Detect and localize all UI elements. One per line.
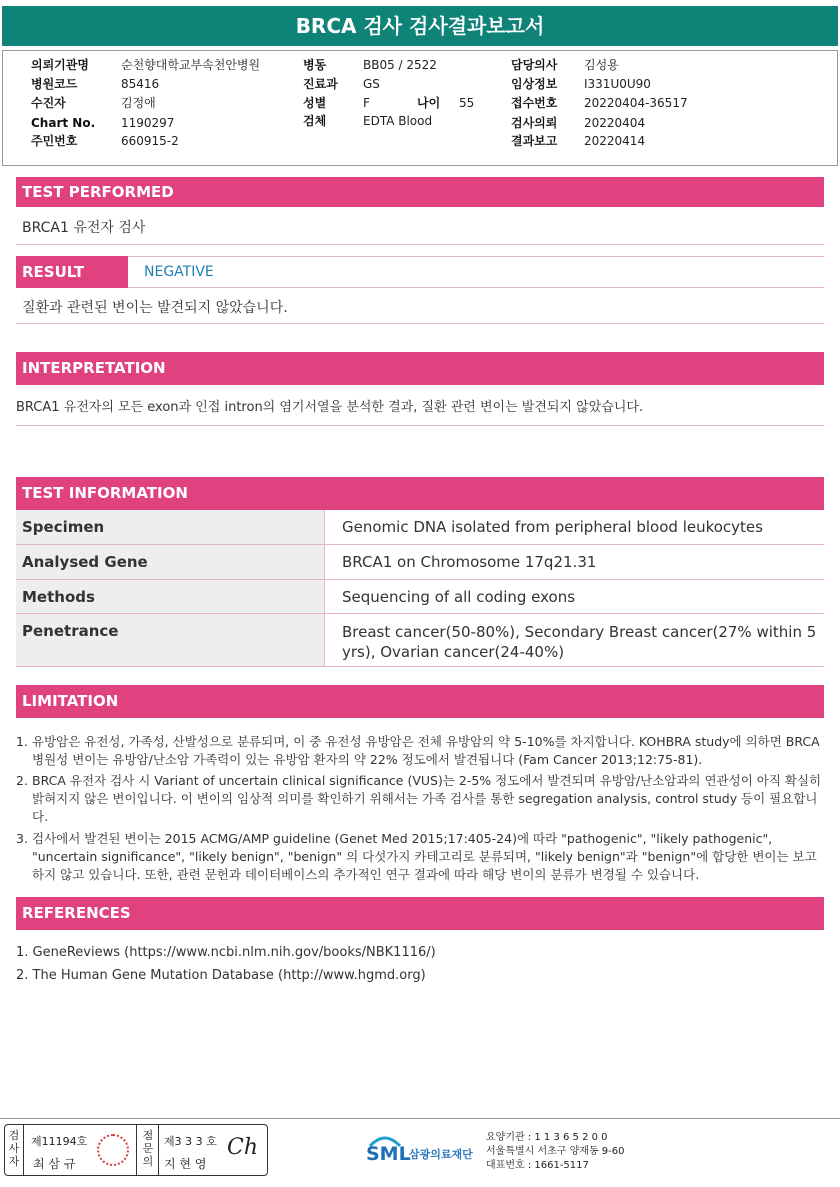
ti-value: Genomic DNA isolated from peripheral blood leukocytes [324, 510, 824, 544]
signature-box [4, 1124, 268, 1176]
ti-row-methods [16, 580, 824, 614]
limitation-num: 1. [16, 734, 28, 749]
request-row [3, 114, 833, 132]
receipt-row [3, 94, 833, 112]
divider [158, 1125, 159, 1175]
test-performed-value: BRCA1 유전자 검사 [22, 220, 146, 236]
patient-value: 김정애 [121, 96, 156, 110]
ti-label: Penetrance [16, 614, 324, 666]
divider [136, 1125, 137, 1175]
signature: Ch [227, 1135, 259, 1160]
result-value: NEGATIVE [144, 264, 214, 280]
ti-row-penetrance [16, 614, 824, 667]
report-title: BRCA 검사 검사결과보고서 [2, 6, 838, 46]
hospital-value: 순천향대학교부속천안병원 [121, 58, 261, 72]
ti-row-gene [16, 545, 824, 580]
ti-value: BRCA1 on Chromosome 17q21.31 [324, 545, 824, 579]
limitation-item [16, 733, 824, 769]
result-text: 질환과 관련된 변이는 발견되지 않았습니다. [22, 300, 288, 316]
report-label: 결과보고 [511, 134, 558, 148]
report-value: 20220414 [584, 134, 646, 148]
patient-info-box [2, 50, 838, 166]
address: 서울특별시 서초구 양재동 9-60 [486, 1146, 625, 1157]
limitation-text: BRCA 유전자 검사 시 Variant of uncertain clinical significance (VUS)는 2-5% 정도에서 발견되며 유방암/난소암과의 연관성이 아직 확실히 밝혀지지 않은 변이입니다. 이 변이의 임상적 의미를 확인하기 위해서는 가족 검사를 통한 segregation analysis, control study 등이 필요합니다. [32, 773, 822, 824]
limitation-header: LIMITATION [16, 685, 824, 718]
age-value: 55 [459, 96, 475, 110]
ti-value: Sequencing of all coding exons [324, 580, 824, 613]
clinical-label: 임상정보 [511, 77, 558, 91]
phone: 대표번호 : 1661-5117 [486, 1160, 589, 1171]
specimen-label: 검체 [303, 114, 327, 128]
org-code: 요양기관 : 1 1 3 6 5 2 0 0 [486, 1132, 608, 1143]
ti-row-specimen [16, 510, 824, 545]
ti-label: Methods [16, 580, 324, 613]
limitation-text: 검사에서 발견된 변이는 2015 ACMG/AMP guideline (Genet Med 2015;17:405-24)에 따라 "pathogenic", "likely pathogenic", "uncertain significance", "likely benign", "benign" 의 다섯가지 카테고리로 분류되며, "likely benign"과 "benign"에 합당한 변이는 보고하지 않고 있습니다. 또한, 관련 문헌과 데이터베이스의 추가적인 연구 결과에 따라 해당 변이의 분류가 변경될 수 있습니다. [32, 831, 817, 882]
dept-value: GS [363, 77, 380, 91]
footer-divider [0, 1118, 840, 1119]
divider [16, 425, 824, 426]
approver-name: 지 현 영 [164, 1157, 207, 1171]
ti-value: Breast cancer(50-80%), Secondary Breast cancer(27% within 5 yrs), Ovarian cancer(24-40%) [324, 614, 824, 666]
logo-text: SML [366, 1143, 411, 1165]
sex-label: 성별 [303, 96, 327, 110]
divider [16, 323, 824, 324]
reference-item: 1. GeneReviews (https://www.ncbi.nlm.nih.gov/books/NBK1116/) [16, 945, 436, 960]
inspector-no: 제11194호 [31, 1135, 88, 1148]
id-value: 660915-2 [121, 134, 179, 148]
age-label: 나이 [417, 96, 441, 110]
company-info [486, 1131, 625, 1173]
chart-label: Chart No. [31, 116, 96, 130]
ti-label: Analysed Gene [16, 545, 324, 579]
company-logo [366, 1130, 478, 1170]
doctor-label: 담당의사 [511, 58, 558, 72]
patient-label: 수진자 [31, 96, 66, 110]
id-label: 주민번호 [31, 134, 78, 148]
receipt-label: 접수번호 [511, 96, 558, 110]
seal-icon [97, 1134, 129, 1166]
test-information-header: TEST INFORMATION [16, 477, 824, 510]
dept-label: 진료과 [303, 77, 338, 91]
request-label: 검사의뢰 [511, 116, 558, 130]
divider [16, 244, 824, 245]
limitation-item [16, 830, 824, 884]
limitation-item [16, 772, 824, 826]
result-header: RESULT [16, 256, 128, 288]
approver-no: 제3 3 3 호 [164, 1135, 217, 1148]
references-header: REFERENCES [16, 897, 824, 930]
chart-value: 1190297 [121, 116, 175, 130]
limitation-num: 3. [16, 831, 28, 846]
doctor-row [3, 56, 833, 74]
title-bar [0, 0, 840, 50]
approver-label: 점문의 [142, 1129, 154, 1168]
request-value: 20220404 [584, 116, 646, 130]
report-date-row [3, 132, 833, 150]
clinical-value: I331U0U90 [584, 77, 651, 91]
interpretation-header: INTERPRETATION [16, 352, 824, 385]
limitation-text: 유방암은 유전성, 가족성, 산발성으로 분류되며, 이 중 유전성 유방암은 전체 유방암의 약 5-10%를 차지합니다. KOHBRA study에 의하면 BRCA 병원성 변이는 유방암/난소암 가족력이 있는 유방암 환자의 약 22% 정도에서 발견됩니다 (Fam Cancer 2013;12:75-81). [32, 734, 820, 767]
test-performed-header: TEST PERFORMED [16, 177, 824, 207]
clinical-row [3, 75, 833, 93]
company-name: 삼광의료재단 [409, 1148, 473, 1161]
interpretation-text: BRCA1 유전자의 모든 exon과 인접 intron의 염기서열을 분석한 결과, 질환 관련 변이는 발견되지 않았습니다. [16, 400, 644, 415]
result-value-box [128, 256, 824, 288]
ward-label: 병동 [303, 58, 327, 72]
inspector-name: 최 삼 규 [33, 1157, 76, 1171]
divider [23, 1125, 24, 1175]
inspector-label: 검사자 [8, 1129, 20, 1168]
reference-item: 2. The Human Gene Mutation Database (http://www.hgmd.org) [16, 968, 426, 983]
receipt-value: 20220404-36517 [584, 96, 688, 110]
doctor-value: 김성용 [584, 58, 619, 72]
hospital-label: 의뢰기관명 [31, 58, 89, 72]
code-label: 병원코드 [31, 77, 78, 91]
ti-label: Specimen [16, 510, 324, 544]
ward-value: BB05 / 2522 [363, 58, 437, 72]
specimen-value: EDTA Blood [363, 114, 433, 128]
limitation-num: 2. [16, 773, 28, 788]
sex-value: F [363, 96, 370, 110]
code-value: 85416 [121, 77, 160, 91]
